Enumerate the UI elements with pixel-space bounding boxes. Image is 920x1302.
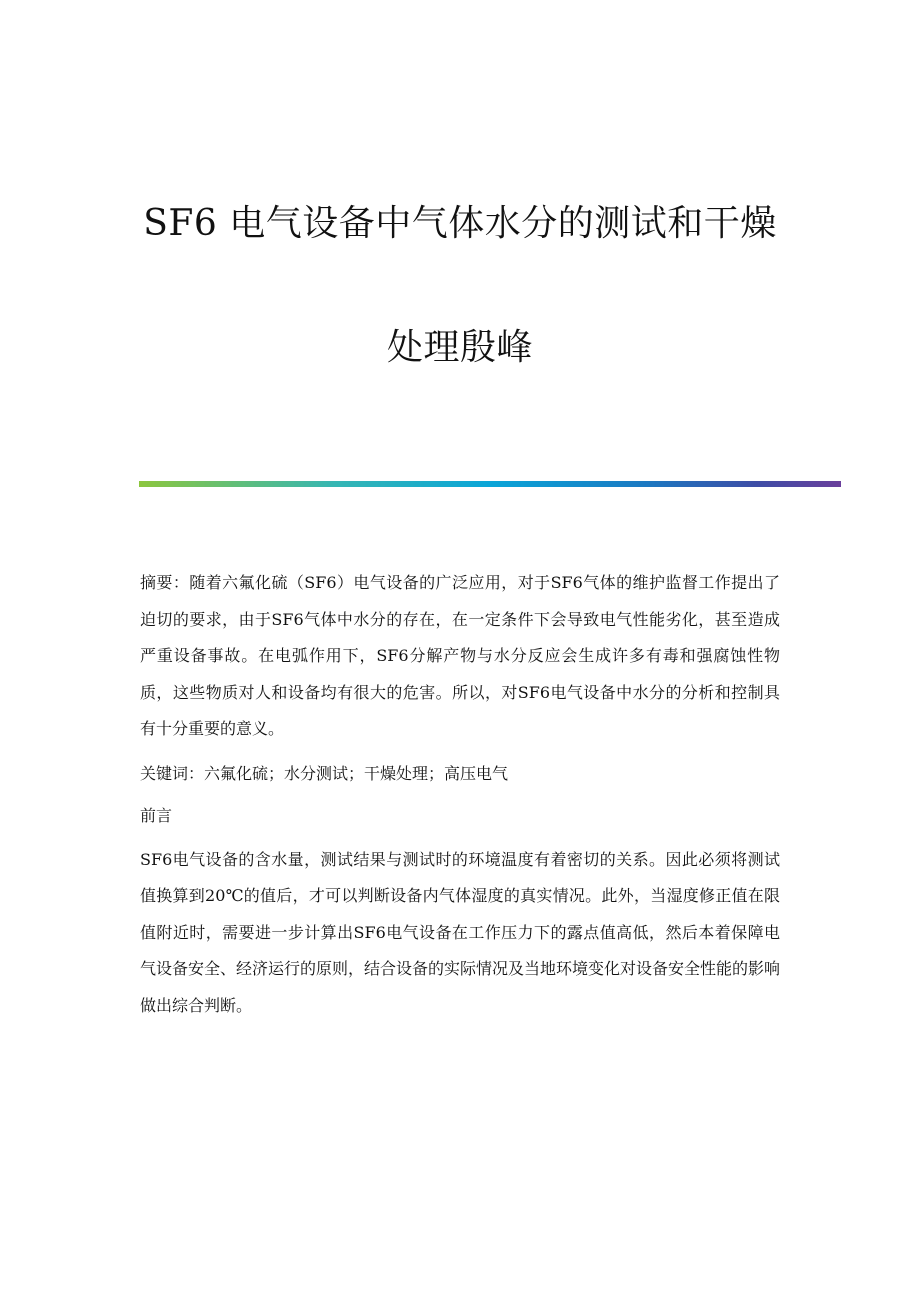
preface-paragraph: SF6电气设备的含水量，测试结果与测试时的环境温度有着密切的关系。因此必须将测试值换算到20℃的值后，才可以判断设备内气体湿度的真实情况。此外，当湿度修正值在限值附近时，需要进一步计算出SF6电气设备在工作压力下的露点值高低，然后本着保障电气设备安全、经济运行的原则，结合设备的实际情况及当地环境变化对设备安全性能的影响做出综合判断。 bbox=[140, 849, 781, 1015]
document-body bbox=[140, 565, 780, 1024]
title-line-1: SF6 电气设备中气体水分的测试和干燥 bbox=[143, 203, 777, 244]
title-line-2: 处理殷峰 bbox=[386, 327, 533, 368]
abstract-paragraph: 摘要：随着六氟化硫（SF6）电气设备的广泛应用，对于SF6气体的维护监督工作提出了迫切的要求，由于SF6气体中水分的存在，在一定条件下会导致电气性能劣化，甚至造成严重设备事故。在电弧作用下，SF6分解产物与水分反应会生成许多有毒和强腐蚀性物质，这些物质对人和设备均有很大的危害。所以，对SF6电气设备中水分的分析和控制具有十分重要的意义。 bbox=[140, 573, 780, 738]
keywords-line: 关键词：六氟化硫；水分测试；干燥处理；高压电气 bbox=[140, 763, 509, 783]
preface-heading: 前言 bbox=[140, 805, 173, 825]
gradient-divider bbox=[139, 481, 841, 487]
document-title bbox=[0, 205, 920, 367]
